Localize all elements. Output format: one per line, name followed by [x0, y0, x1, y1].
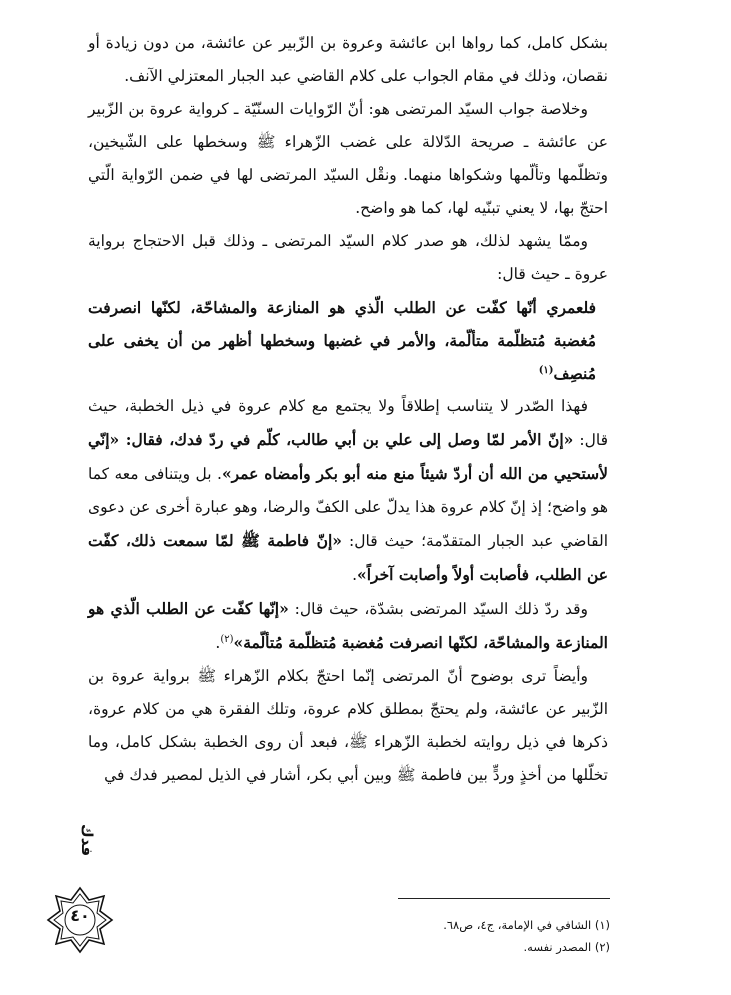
- block-quote-text: فلعمري أنّها كفّت عن الطلب الّذي هو المنازعة والمشاحّة، لكنّها انصرفت مُغضبة مُتظلّمة متألّمة، والأمر في غضبها وسخطها أظهر من أن يخفى على مُنصِف: [88, 298, 596, 383]
- page-number: ٤٠: [70, 906, 90, 925]
- paragraph-4-text-c: . بل ويتنافى معه كما هو واضح؛ إذ إنّ كلام عروة هذا يدلّ على الكفّ والرضا، وهو عبارة أخرى عن دعوى القاضي عبد الجبار المتقدّمة؛ حيث قال:: [88, 465, 609, 550]
- footnotes: [300, 914, 610, 958]
- footnote-1: (١) الشافي في الإمامة، ج٤، ص٦٨.: [443, 918, 610, 932]
- side-running-title: فدك: [78, 823, 96, 857]
- paragraph-4-text-a: فهذا الصّدر لا يتناسب إطلاقاً ولا يجتمع مع كلام عروة في ذيل الخطبة، حيث قال:: [88, 397, 608, 449]
- footnote-divider: [398, 898, 610, 899]
- main-text: [88, 27, 608, 792]
- paragraph-4-text-e: .: [352, 566, 358, 584]
- footnote-ref-1: (١): [538, 364, 554, 376]
- paragraph-5-quote: «إنّها كفّت عن الطلب الّذي هو المنازعة والمشاحّة، لكنّها انصرفت مُغضبة مُتظلّمة مُتألّمة»: [88, 599, 608, 652]
- paragraph-5-text-a: وقد ردّ ذلك السيّد المرتضى بشدّة، حيث قال:: [294, 600, 588, 618]
- paragraph-4: [88, 390, 608, 592]
- footnote-2: (٢) المصدر نفسه.: [523, 940, 610, 954]
- block-quote: [88, 291, 596, 390]
- paragraph-5: [88, 592, 608, 660]
- paragraph-6: وأيضاً ترى بوضوح أنّ المرتضى إنّما احتجّ بكلام الزّهراء ﷺ برواية عروة بن الزّبير عن عائشة، ولم يحتجّ بمطلق كلام عروة، وتلك الفقرة هي من كلام عروة، ذكرها في ذيل روايته لخطبة الزّهراء ﷺ، فبعد أن روى الخطبة بشكل كامل، وما تخلّلها من أخذٍ وردٍّ بين فاطمة ﷺ وبين أبي بكر، أشار في الذيل لمصير فدك في: [88, 667, 608, 784]
- paragraph-5-text-c: .: [215, 634, 221, 652]
- footnote-ref-2: (٢): [220, 633, 234, 645]
- paragraph-1: بشكل كامل، كما رواها ابن عائشة وعروة بن الزّبير عن عائشة، من دون زيادة أو نقصان، وذلك في مقام الجواب على كلام القاضي عبد الجبار المعتزلي الآنف.: [88, 34, 608, 85]
- paragraph-3: وممّا يشهد لذلك، هو صدر كلام السيّد المرتضى ـ وذلك قبل الاحتجاج برواية عروة ـ حيث قال:: [88, 232, 608, 283]
- paragraph-4-quote-urwa: «إنّ الأمر لمّا وصل إلى علي بن أبي طالب، كلّم في ردّ فدك، فقال: «إنّي لأستحيي من الله أن أردّ شيئاً منع منه أبو بكر وأمضاه عمر»: [88, 430, 609, 483]
- paragraph-4-quote-qadi: «إنّ فاطمة ﷺ لمّا سمعت ذلك، كفّت عن الطلب، فأصابت أولاً وأصابت آخراً»: [88, 531, 608, 584]
- paragraph-2: وخلاصة جواب السيّد المرتضى هو: أنّ الرّوايات السنّيّة ـ كرواية عروة بن الزّبير عن عائشة ـ صريحة الدّلالة على غضب الزّهراء ﷺ وسخطها على الشّيخين، وتظلّمها وتألّمها وشكواها منهما. ونقْل السيّد المرتضى لها في ضمن الرّواية الّتي احتجّ بها، لا يعني تبنّيه لها، كما هو واضح.: [88, 100, 608, 217]
